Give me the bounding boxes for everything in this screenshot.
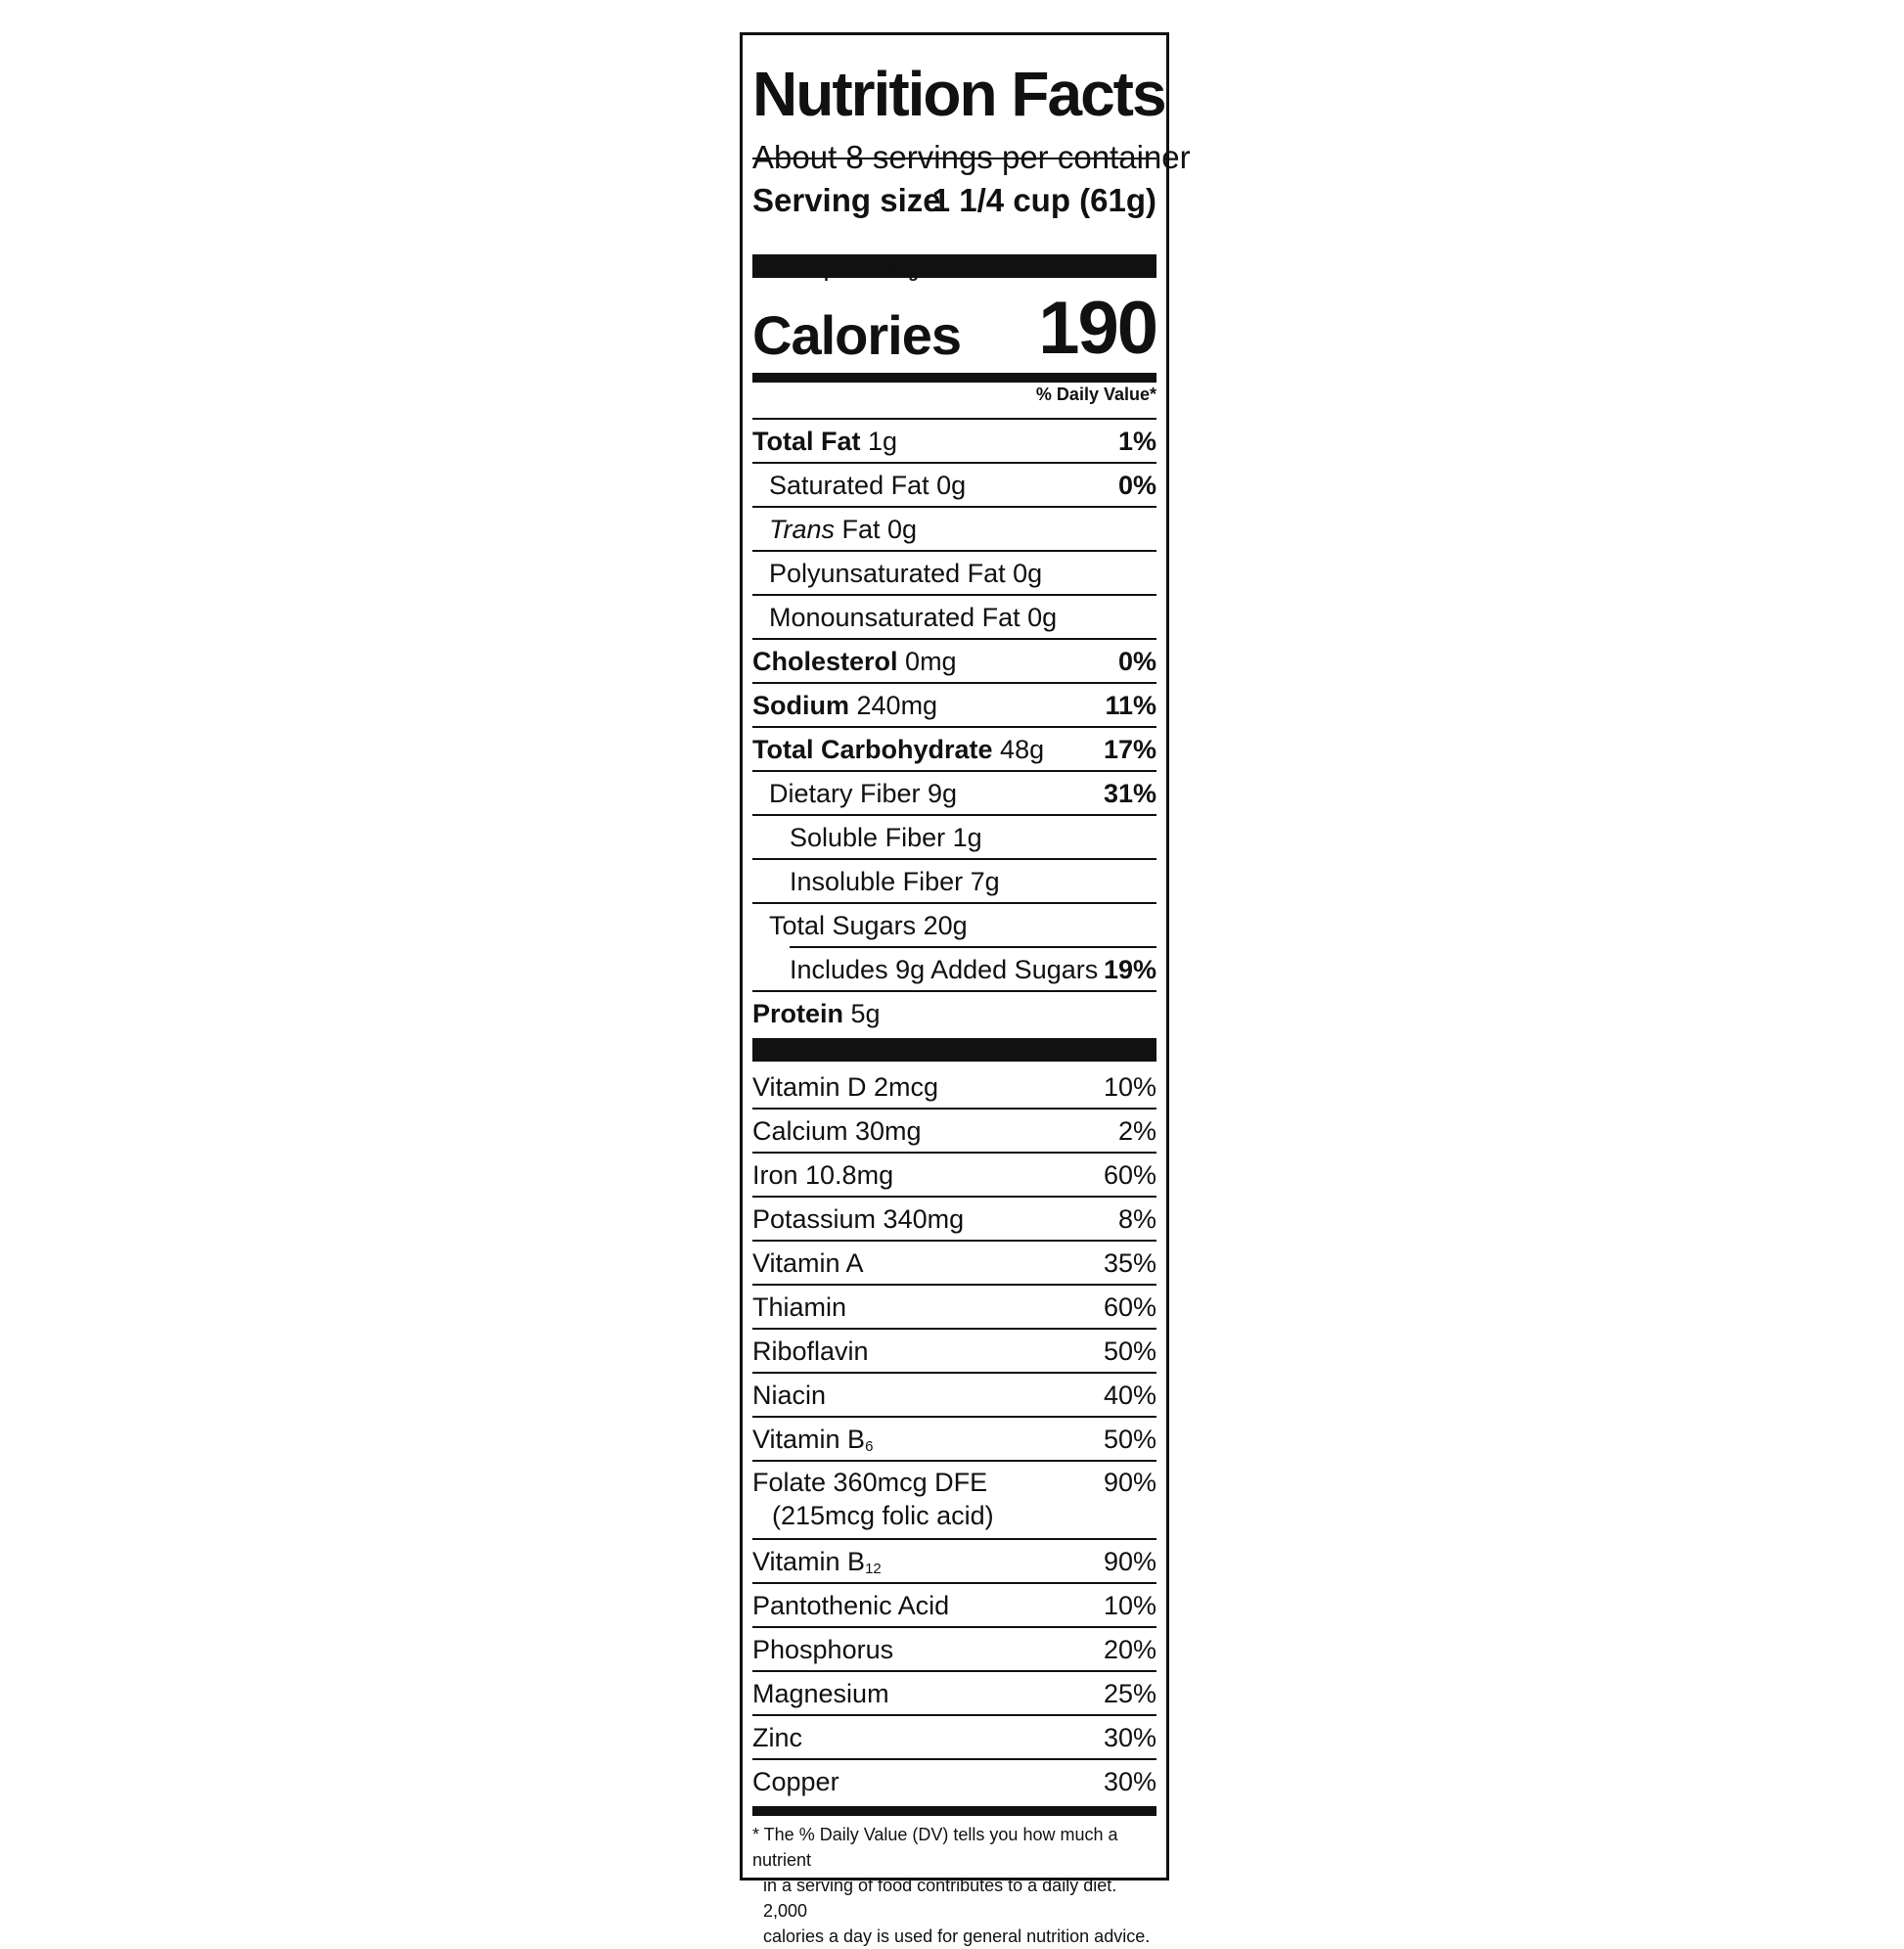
vitamin-row-zinc: [752, 1716, 1156, 1760]
vitamin-dv: 40%: [1103, 1381, 1156, 1410]
servings-per-container: About 8 servings per container: [752, 139, 1191, 175]
label-inner: [752, 35, 1191, 1946]
vitamin-row-riboflavin: [752, 1330, 1156, 1374]
nutrient-amount: 5g: [850, 999, 881, 1028]
vitamin-dv: 10%: [1103, 1072, 1156, 1102]
footnote-line: in a serving of food contributes to a daily diet. 2,000: [763, 1876, 1117, 1921]
footnote: [752, 1822, 1156, 1949]
vitamin-row-calcium: [752, 1110, 1156, 1154]
nutrient-row-total-carbohydrate: [752, 728, 1156, 772]
vitamin-name: Vitamin B: [752, 1547, 866, 1576]
vitamin-name: Magnesium: [752, 1679, 889, 1708]
nutrient-name: Total Sugars 20g: [769, 911, 968, 940]
nutrient-dv: 31%: [1103, 779, 1156, 808]
nutrient-amount: 1g: [868, 427, 898, 456]
vitamin-name: Zinc: [752, 1723, 803, 1752]
medium-divider: [752, 373, 1156, 383]
nutrient-name: Cholesterol: [752, 647, 898, 676]
nutrient-name: Fat 0g: [841, 515, 918, 544]
vitamin-name: Pantothenic Acid: [752, 1591, 950, 1620]
nutrient-name: Total Carbohydrate: [752, 735, 993, 764]
nutrient-row-total-fat: [752, 420, 1156, 464]
vitamin-name: Folate 360mcg DFE: [752, 1468, 988, 1497]
vitamin-row-magnesium: [752, 1672, 1156, 1716]
vitamin-name: Calcium 30mg: [752, 1116, 922, 1146]
vitamin-dv: 90%: [1103, 1468, 1156, 1497]
nutrient-dv: 0%: [1117, 471, 1156, 500]
vitamin-row-vitamin-b12: [752, 1540, 1156, 1584]
vitamin-dv: 35%: [1103, 1248, 1156, 1278]
vitamin-dv: 10%: [1103, 1591, 1156, 1620]
nutrient-name: Soluble Fiber 1g: [790, 823, 982, 852]
vitamin-name-line2: (215mcg folic acid): [772, 1501, 994, 1530]
vitamin-dv: 8%: [1117, 1204, 1156, 1234]
footnote-line: * The % Daily Value (DV) tells you how much a nutrient: [752, 1825, 1118, 1870]
vitamin-row-vitamin-b6: [752, 1418, 1156, 1462]
vitamin-dv: 90%: [1103, 1547, 1156, 1576]
calories-value: 190: [1038, 287, 1156, 370]
nutrient-row-dietary-fiber: [752, 772, 1156, 816]
daily-value-header: % Daily Value*: [1035, 385, 1156, 404]
calories-label: Calories: [752, 304, 961, 366]
nutrient-row-total-sugars: [752, 904, 1156, 948]
nutrient-row-trans-fat: [752, 508, 1156, 552]
vitamin-name: Riboflavin: [752, 1337, 869, 1366]
nutrient-name: Insoluble Fiber 7g: [790, 867, 1000, 896]
nutrition-facts-label: [740, 32, 1191, 1946]
vitamin-dv: 30%: [1103, 1723, 1156, 1752]
vitamin-dv: 50%: [1103, 1337, 1156, 1366]
nutrient-name: Protein: [752, 999, 844, 1028]
vitamin-row-niacin: [752, 1374, 1156, 1418]
vitamin-name: Copper: [752, 1767, 839, 1796]
vitamin-name: Niacin: [752, 1381, 827, 1410]
nutrient-dv: 1%: [1117, 427, 1156, 456]
serving-size: [752, 179, 1156, 222]
nutrient-dv: 17%: [1103, 735, 1156, 764]
nutrient-dv: 19%: [1103, 955, 1156, 984]
nutrient-name: Dietary Fiber 9g: [769, 779, 958, 808]
nutrient-amount: 0mg: [905, 647, 957, 676]
nutrient-row-monounsaturated-fat: [752, 596, 1156, 640]
nutrient-amount: 240mg: [856, 691, 938, 720]
vitamin-dv: 25%: [1103, 1679, 1156, 1708]
nutrient-row-protein: [752, 992, 1156, 1036]
vitamin-row-folate: [752, 1462, 1156, 1540]
serving-size-value: 1 1/4 cup (61g): [931, 182, 1156, 218]
vitamin-row-vitamin-a: [752, 1242, 1156, 1286]
footnote-line: calories a day is used for general nutrition advice.: [763, 1926, 1151, 1946]
medium-divider: [752, 1806, 1156, 1816]
nutrient-name: Sodium: [752, 691, 849, 720]
nutrient-name: Polyunsaturated Fat 0g: [769, 559, 1043, 588]
vitamin-dv: 60%: [1103, 1160, 1156, 1190]
nutrient-row-sodium: [752, 684, 1156, 728]
vitamin-subscript: 6: [865, 1438, 874, 1455]
vitamin-name: Thiamin: [752, 1292, 847, 1322]
vitamin-row-phosphorus: [752, 1628, 1156, 1672]
vitamin-row-pantothenic-acid: [752, 1584, 1156, 1628]
vitamin-dv: 60%: [1103, 1292, 1156, 1322]
calories-row: [752, 287, 1156, 370]
nutrient-name: Total Fat: [752, 427, 861, 456]
nutrient-row-polyunsaturated-fat: [752, 552, 1156, 596]
vitamin-row-vitamin-d: [752, 1065, 1156, 1110]
nutrient-row-cholesterol: [752, 640, 1156, 684]
vitamin-name: Iron 10.8mg: [752, 1160, 894, 1190]
vitamin-name: Vitamin D 2mcg: [752, 1072, 939, 1102]
vitamin-row-copper: [752, 1760, 1156, 1804]
nutrient-amount: 48g: [1000, 735, 1045, 764]
nutrient-name-italic: Trans: [769, 515, 836, 544]
serving-size-label: Serving size: [752, 182, 941, 218]
vitamin-dv: 2%: [1117, 1116, 1156, 1146]
vitamin-name: Vitamin A: [752, 1248, 864, 1278]
amount-per-serving: Amount per serving: [752, 261, 920, 281]
vitamin-dv: 20%: [1103, 1635, 1156, 1664]
nutrient-row-added-sugars: [752, 948, 1156, 992]
nutrient-name: Saturated Fat 0g: [769, 471, 967, 500]
thick-divider: [752, 1038, 1156, 1062]
nutrient-row-insoluble-fiber: [752, 860, 1156, 904]
vitamin-row-iron: [752, 1154, 1156, 1198]
vitamin-dv: 30%: [1103, 1767, 1156, 1796]
nutrient-dv: 0%: [1117, 647, 1156, 676]
nutrient-name: Monounsaturated Fat 0g: [769, 603, 1058, 632]
vitamin-dv: 50%: [1103, 1425, 1156, 1454]
nutrient-dv: 11%: [1105, 691, 1156, 720]
nutrient-row-soluble-fiber: [752, 816, 1156, 860]
nutrient-name: Includes 9g Added Sugars: [790, 955, 1099, 984]
vitamin-name: Phosphorus: [752, 1635, 894, 1664]
vitamin-row-thiamin: [752, 1286, 1156, 1330]
vitamin-name: Potassium 340mg: [752, 1204, 965, 1234]
vitamin-name: Vitamin B: [752, 1425, 866, 1454]
vitamin-row-potassium: [752, 1198, 1156, 1242]
label-title: Nutrition Facts: [752, 59, 1165, 129]
vitamin-subscript: 12: [865, 1561, 882, 1577]
nutrient-row-saturated-fat: [752, 464, 1156, 508]
